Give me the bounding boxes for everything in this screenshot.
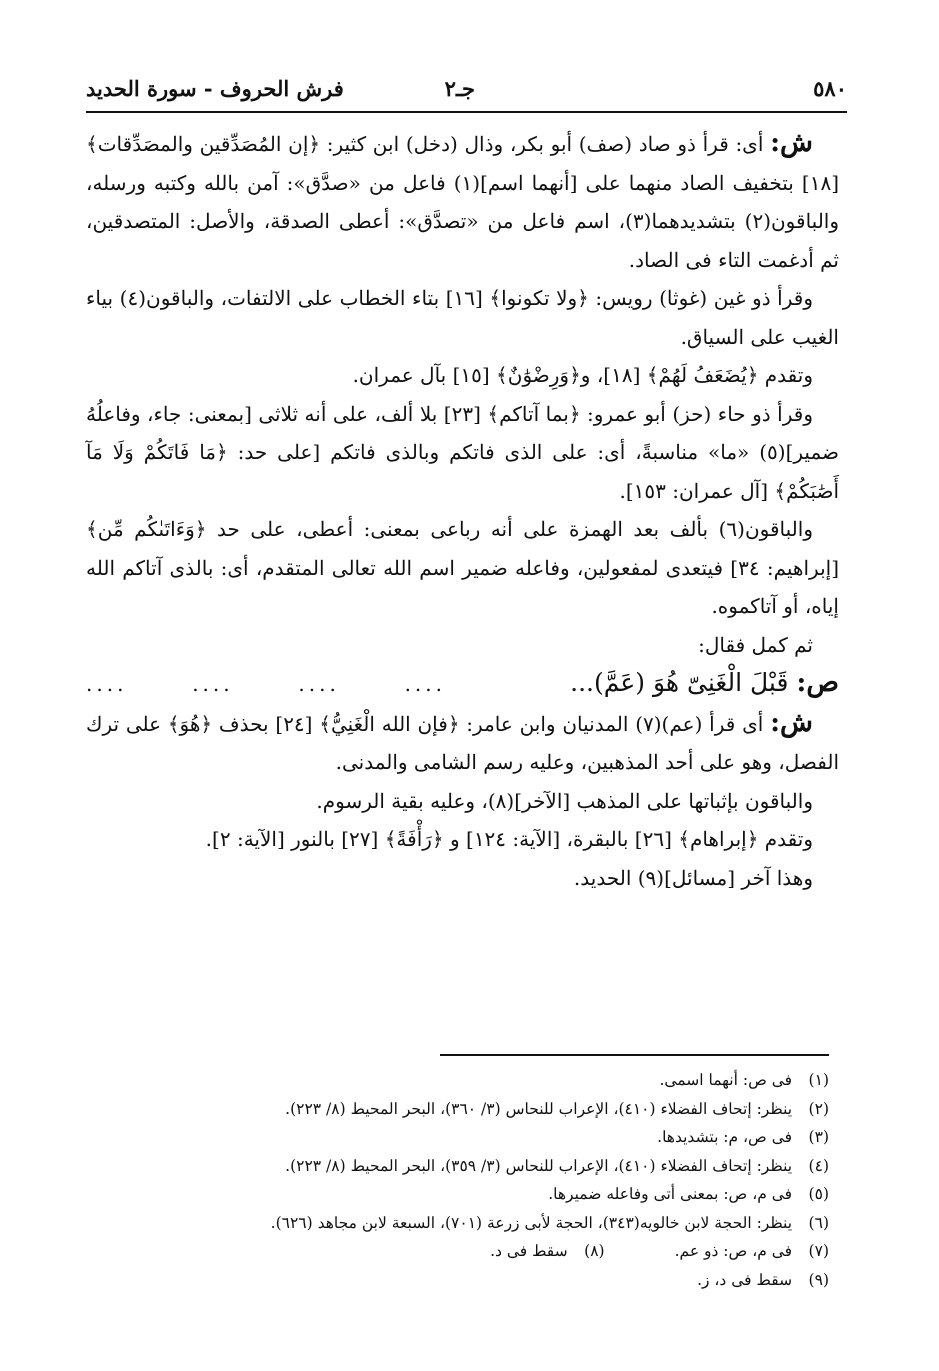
footnote-number: (٤) bbox=[808, 1156, 829, 1175]
paragraph bbox=[86, 704, 839, 782]
footnote-text: فى م، ص: بمعنى أتى وفاعله ضميرها. bbox=[548, 1185, 793, 1203]
ellipsis: .... bbox=[86, 672, 128, 696]
commentary-marker: ش: bbox=[770, 127, 813, 158]
footnote-number: (٩) bbox=[808, 1270, 829, 1289]
running-title: فرش الحروف - سورة الحديد bbox=[86, 76, 344, 101]
footnote bbox=[86, 1095, 829, 1124]
footnote bbox=[86, 1123, 829, 1152]
footnote bbox=[86, 1266, 829, 1295]
footnote-rule bbox=[440, 1054, 829, 1056]
paragraph: وقرأ ذو غين (غوثا) رويس: ﴿ولا تكونوا﴾ [١٦] بتاء الخطاب على الالتفات، والباقون(٤) بياء الغيب على السياق. bbox=[86, 286, 839, 349]
footnote bbox=[86, 1237, 829, 1266]
footnote-text: فى ص: أنهما اسمى. bbox=[659, 1071, 793, 1089]
ellipsis: .... bbox=[298, 672, 340, 696]
footnote-number: (٨) bbox=[584, 1242, 605, 1260]
paragraph: وقرأ ذو حاء (حز) أبو عمرو: ﴿بما آتاكم﴾ [٢٣] بلا ألف، على أنه ثلاثى [بمعنى: جاء، وفاعلُهُ ضمير](٥) «ما» مناسبةً، أى: على الذى فاتكم وبالذى فاتكم [على حد: ﴿مَا فَاتَكُمْ وَلَا مَآ أَصَٰبَكُمْ﴾ [آل عمران: ١٥٣]. bbox=[86, 401, 839, 503]
footnote-number: (٧) bbox=[808, 1242, 829, 1260]
footnote-text: سقط فى د، ز. bbox=[697, 1270, 793, 1289]
footnote-number: (٦) bbox=[808, 1213, 829, 1232]
paragraph: والباقون(٦) بألف بعد الهمزة على أنه رباعى بمعنى: أعطى، على حد ﴿وَءَاتَىٰكُم مِّن﴾ [إبراهيم: ٣٤] فيتعدى لمفعولين، وفاعله ضمير اسم الله تعالى المتقدم، أى: بالذى آتاكم الله إياه، أو آتاكموه. bbox=[86, 517, 839, 618]
footnote bbox=[86, 1152, 829, 1181]
running-header bbox=[86, 72, 847, 106]
footnote-text: فى ص، م: بتشديدها. bbox=[657, 1128, 793, 1146]
paragraph: وهذا آخر [مسائل](٩) الحديد. bbox=[573, 865, 813, 890]
verse-marker: ص: bbox=[796, 667, 839, 698]
verse-words: قَبْلَ الْغَنِىّ هُوَ (عَمَّ)... bbox=[570, 668, 797, 697]
page-number: ٥٨٠ bbox=[813, 76, 847, 101]
footnote-number: (٢) bbox=[808, 1099, 829, 1118]
paragraph: وتقدم ﴿يُضَعَفُ لَهُمْ﴾ [١٨]، و﴿وَرِضْوَٰنٌ﴾ [١٥] بآل عمران. bbox=[352, 363, 813, 387]
ellipsis-group bbox=[86, 665, 476, 704]
footnote-text: ينظر: إتحاف الفضلاء (٤١٠)، الإعراب للنحاس (٣/ ٣٥٩)، البحر المحيط (٨/ ٢٢٣). bbox=[285, 1156, 793, 1175]
paragraph: والباقون بإثباتها على المذهب [الآخر](٨)، وعليه بقية الرسوم. bbox=[316, 788, 813, 813]
header-rule bbox=[86, 111, 847, 113]
paragraph-text: أى: قرأ ذو صاد (صف) أبو بكر، وذال (دخل) ابن كثير: ﴿إن المُصَدِّقين والمصَدِّقات﴾ [١٨] بتخفيف الصاد منهما على [أنهما اسم](١) فاعل من «صدَّق»: آمن بالله وكتبه ورسله، والباقون(٢) بتشديدهما(٣)، اسم فاعل من «تصدَّق»: أعطى الصدقة، والأصل: المتصدقين، ثم أدغمت التاء فى الصاد. bbox=[86, 132, 840, 272]
footnote bbox=[86, 1209, 829, 1238]
footnote-number: (٥) bbox=[808, 1185, 829, 1203]
footnote bbox=[86, 1066, 829, 1095]
paragraph-text: أى قرأ (عم)(٧) المدنيان وابن عامر: ﴿فإن الله الْغَنِيُّ﴾ [٢٤] بحذف ﴿هُوَ﴾ على ترك الفصل، وهو على أحد المذهبين، وعليه رسم الشامى والمدنى. bbox=[86, 711, 839, 774]
main-text bbox=[86, 124, 839, 897]
footnotes bbox=[86, 1066, 829, 1294]
volume-label: جـ٢ bbox=[444, 76, 475, 101]
footnote-number: (٣) bbox=[808, 1128, 829, 1146]
ellipsis: .... bbox=[404, 672, 446, 696]
verse-line bbox=[86, 664, 839, 704]
footnote bbox=[86, 1180, 829, 1209]
commentary-marker: ش: bbox=[770, 706, 813, 738]
verse-text bbox=[570, 664, 839, 703]
footnote-text: ينظر: إتحاف الفضلاء (٤١٠)، الإعراب للنحاس (٣/ ٣٦٠)، البحر المحيط (٨/ ٢٢٣). bbox=[285, 1099, 793, 1118]
footnote-text: ينظر: الحجة لابن خالويه(٣٤٣)، الحجة لأبى زرعة (٧٠١)، السبعة لابن مجاهد (٦٢٦). bbox=[270, 1213, 793, 1232]
ellipsis: .... bbox=[192, 672, 234, 696]
paragraph bbox=[86, 124, 839, 279]
footnote-number: (١) bbox=[808, 1071, 829, 1089]
footnote-text: سقط فى د. bbox=[490, 1242, 568, 1260]
footnote-text: فى م، ص: ذو عم. bbox=[674, 1242, 793, 1260]
paragraph: وتقدم ﴿إبراهام﴾ [٢٦] بالبقرة، [الآية: ١٢٤] و ﴿رَأْفَةً﴾ [٢٧] بالنور [الآية: ٢]. bbox=[205, 827, 813, 851]
paragraph: ثم كمل فقال: bbox=[698, 632, 813, 657]
